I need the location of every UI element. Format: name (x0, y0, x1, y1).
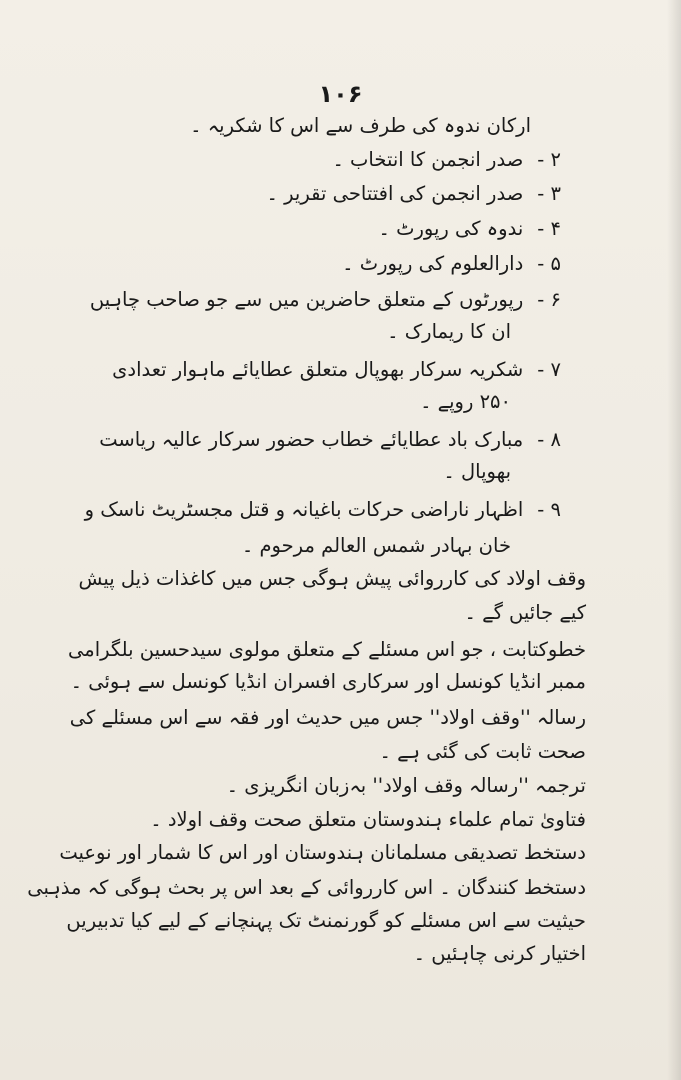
numbered-item: ۷ -شکریہ سرکار بھوپال متعلق عطایائے ماہوار تعدادی (112, 358, 561, 381)
text-line: صحت ثابت کی گئی ہے ۔ (379, 740, 586, 763)
text-line: ان کا ریمارک ۔ (387, 320, 511, 343)
numbered-item: ۵ -دارالعلوم کی رپورٹ ۔ (342, 252, 561, 275)
text-line: رسالہ ''وقف اولاد'' جس میں حدیث اور فقہ سے اس مسئلے کی (69, 706, 586, 729)
text-line: دستخط تصدیقی مسلمانان ہندوستان اور اس کا شمار اور نوعیت (59, 841, 586, 864)
text-line: فتاویٰ تمام علماء ہندوستان متعلق صحت وقف اولاد ۔ (150, 808, 586, 831)
text-line: حیثیت سے اس مسئلے کو گورنمنٹ تک پہنچانے کے لیے کیا تدبیریں (66, 909, 586, 932)
text-line: ۲۵۰ روپے ۔ (420, 390, 511, 413)
text-line: ترجمہ ''رسالہ وقف اولاد'' بہ‌زبان انگریزی ۔ (226, 774, 586, 797)
numbered-item: ۶ -رپورٹوں کے متعلق حاضرین میں سے جو صاحب چاہیں (89, 288, 561, 311)
text-line: خان بہادر شمس العالم مرحوم ۔ (241, 534, 511, 557)
text-line: ارکان ندوہ کی طرف سے اس کا شکریہ ۔ (190, 114, 531, 137)
page-edge-shadow (667, 0, 681, 1080)
text-line: کیے جائیں گے ۔ (464, 601, 586, 624)
numbered-item: ۳ -صدر انجمن کی افتتاحی تقریر ۔ (266, 182, 561, 205)
numbered-item: ۸ -مبارک باد عطایائے خطاب حضور سرکار عالیہ ریاست (99, 428, 561, 451)
numbered-item: ۴ -ندوہ کی رپورٹ ۔ (378, 217, 561, 240)
text-line: بھوپال ۔ (443, 460, 511, 483)
text-line: ممبر انڈیا کونسل اور سرکاری افسران انڈیا کونسل سے ہوئی ۔ (70, 670, 586, 693)
text-line: وقف اولاد کی کارروائی پیش ہوگی جس میں کاغذات ذیل پیش (78, 567, 586, 590)
text-line: اختیار کرنی چاہئیں ۔ (413, 942, 586, 965)
numbered-item: ۹ -اظہار ناراضی حرکات باغیانہ و قتل مجسٹریٹ ناسک و (84, 498, 561, 521)
numbered-item: ۲ -صدر انجمن کا انتخاب ۔ (332, 148, 561, 171)
page-number: ۱۰۶ (318, 80, 363, 108)
text-line: دستخط کنندگان ۔ اس کارروائی کے بعد اس پر بحث ہوگی کہ مذہبی (27, 876, 586, 899)
text-line: خطوکتابت ، جو اس مسئلے کے متعلق مولوی سیدحسین بلگرامی (68, 638, 586, 661)
